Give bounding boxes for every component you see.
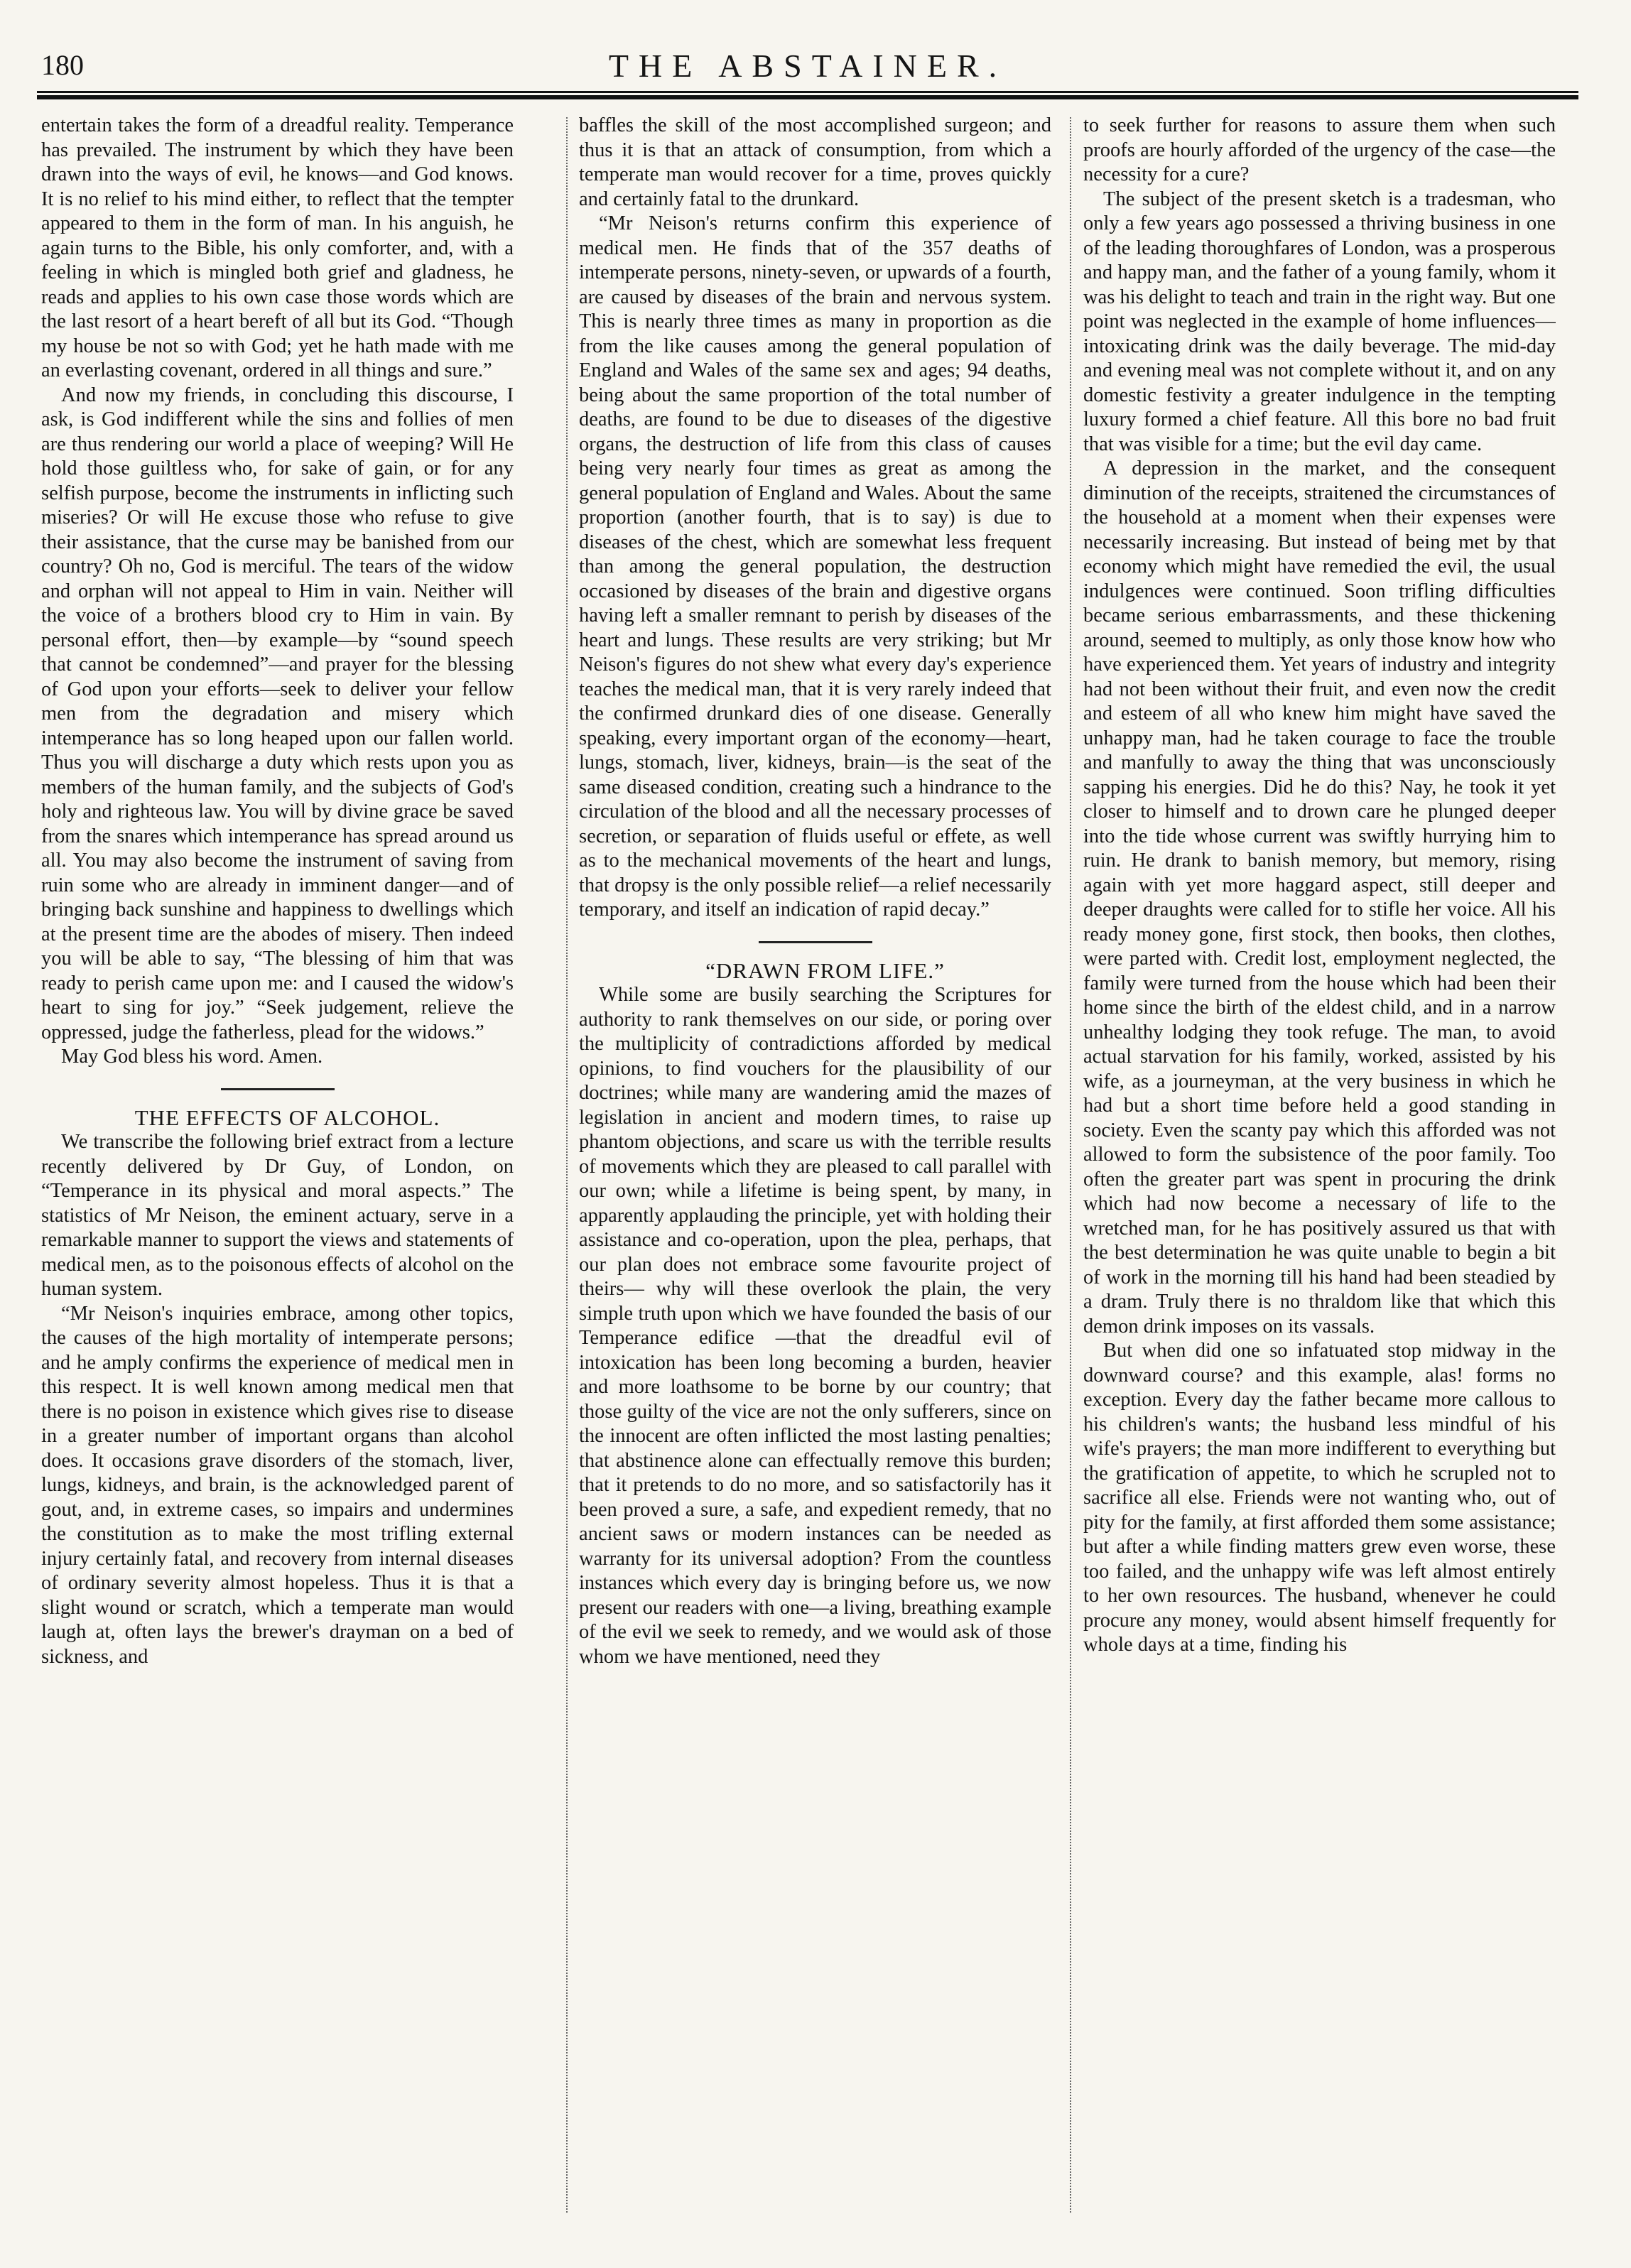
column-separator — [566, 117, 568, 2213]
paragraph: “Mr Neison's returns confirm this experience of medical men. He finds that of the 357 deaths of intemperate persons, ninety-seven, or upwards of a fourth, are caused by diseases of the brain and nervous system. This is nearly three times as many in proportion as die from the like causes among the general population of England and Wales of the same sex and ages; 94 deaths, being about the same proportion of the total number of deaths, are found to be due to diseases of the digestive organs, the destruction of life from this class of causes being very nearly four times as great as among the general population of England and Wales. About the same proportion (another fourth, that is to say) is due to diseases of the chest, which are somewhat less frequent than among the general population, the destruction occasioned by diseases of the brain and digestive organs having left a smaller remnant to perish by diseases of the heart and lungs. These results are very striking; but Mr Neison's figures do not shew what every day's experience teaches the medical man, that it is very rarely indeed that the confirmed drunkard dies of one disease. Generally speaking, every important organ of the economy—heart, lungs, stomach, liver, kidneys, brain—is the seat of the same diseased condition, creating such a hindrance to the circulation of the blood and all the necessary processes of secretion, or separation of fluids useful or effete, as well as to the mechanical movements of the heart and lungs, that dropsy is the only possible relief—a relief necessarily temporary, and itself an indication of rapid decay.” — [579, 212, 1051, 921]
column-left — [41, 114, 514, 2216]
column-right — [1083, 114, 1556, 2216]
paragraph: A depression in the market, and the consequent diminution of the receipts, straitened the circumstances of the household at a moment when their expenses were necessarily increasing. But instead of being met by that economy which might have remedied the evil, the usual indulgences were continued. Soon trifling difficulties became serious embarrassments, and these thickening around, seemed to multiply, as only those know how who have experienced them. Yet years of industry and integrity had not been without their fruit, and even now the credit and esteem of all who knew him might have saved the unhappy man, had he taken courage to face the trouble and manfully to away the thing that was unconsciously sapping his energies. Did he do this? Nay, he took it yet closer to himself and to drown care he plunged deeper into the tide whose current was swiftly hurrying him to ruin. He drank to banish memory, but memory, rising again with yet more haggard aspect, still deeper and deeper draughts were called for to stifle her voice. All his ready money gone, first stock, then books, then clothes, were parted with. Credit lost, employment neglected, the family were turned from the house which had been their home since the birth of the eldest child, and in a narrow unhealthy lodging they took refuge. The man, to avoid actual starvation for his family, worked, assisted by his wife, as a journeyman, at the very business in which he had but a short time before held a good standing in society. Even the scanty pay which this afforded was not allowed to form the subsistence of the poor family. Too often the greater part was spent in procuring the drink which had now become a necessary of life to the wretched man, for he has positively assured us that with the best determination he was quite unable to begin a bit of work in the morning till his hand had been steadied by a dram. Truly there is no thraldom like that which this demon drink imposes on its vassals. — [1083, 457, 1556, 1338]
paragraph: “Mr Neison's inquiries embrace, among other topics, the causes of the high mortality of intemperate persons; and he amply confirms the experience of medical men in this respect. It is well known among medical men that there is no poison in existence which gives rise to disease in a greater number of important organs than alcohol does. It occasions grave disorders of the stomach, liver, lungs, kidneys, and brain, is the acknowledged parent of gout, and, in extreme cases, so impairs and undermines the constitution as to make the most trifling external injury certainly fatal, and recovery from internal diseases of ordinary severity almost hopeless. Thus it is that a slight wound or scratch, which a temperate man would laugh at, often lays the brewer's drayman on a bed of sickness, and — [41, 1302, 514, 1668]
page-number: 180 — [41, 49, 84, 81]
paragraph: The subject of the present sketch is a tradesman, who only a few years ago possessed a thriving business in one of the leading thoroughfares of London, was a prosperous and happy man, and the father of a young family, whom it was his delight to teach and train in the right way. But one point was neglected in the example of home influences—intoxicating drink was the daily beverage. The mid-day and evening meal was not complete without it, and on any domestic festivity a greater indulgence in the tempting luxury formed a chief feature. All this bore no bad fruit that was visible for a time; but the evil day came. — [1083, 188, 1556, 455]
section-rule — [221, 1088, 335, 1090]
paragraph: But when did one so infatuated stop midway in the downward course? and this example, alas! forms no exception. Every day the father became more callous to his children's wants; the husband less mindful of his wife's prayers; the man more indifferent to everything but the gratification of appetite, to which he scrupled not to sacrifice all else. Friends were not wanting who, out of pity for the family, at first afforded them some assistance; but after a while finding matters grew even worse, these too failed, and the unhappy wife was left almost entirely to her own resources. The husband, whenever he could procure any money, would absent himself frequently for whole days at a time, finding his — [1083, 1340, 1556, 1656]
paragraph: And now my friends, in concluding this discourse, I ask, is God indifferent while the sins and follies of men are thus rendering our world a place of weeping? Will He hold those guiltless who, for sake of gain, or for any selfish purpose, become the instruments in inflicting such miseries? Or will He excuse those who refuse to give their assistance, that the curse may be banished from our country? Oh no, God is merciful. The tears of the widow and orphan will not appeal to Him in vain. Neither will the voice of a brothers blood cry to Him in vain. By personal effort, then—by example—by “sound speech that cannot be condemned”—and prayer for the blessing of God upon your efforts—seek to deliver your fellow men from the degradation and misery which intemperance has so long heaped upon our fallen world. Thus you will discharge a duty which rests upon you as members of the human family, and the subjects of God's holy and righteous law. You will by divine grace be saved from the snares which intemperance has spread around us all. You may also become the instrument of saving from ruin some who are already in imminent danger—and of bringing back sunshine and happiness to dwellings which at the present time are the abodes of misery. Then indeed you will be able to say, “The blessing of him that was ready to perish came upon me: and I caused the widow's heart to sing for joy.” “Seek judgement, relieve the oppressed, judge the fatherless, plead for the widows.” — [41, 384, 514, 1043]
article-heading-effects-of-alcohol: THE EFFECTS OF ALCOHOL. — [134, 1105, 440, 1130]
header-rule — [37, 91, 1578, 99]
paragraph: to seek further for reasons to assure them when such proofs are hourly afforded of the urgency of the case—the necessity for a cure? — [1083, 114, 1556, 185]
signoff: May God bless his word. Amen. — [61, 1046, 323, 1068]
paragraph: baffles the skill of the most accomplished surgeon; and thus it is that an attack of consumption, from which a temperate man would recover for a time, proves quickly and certainly fatal to the drunkard. — [579, 114, 1051, 210]
section-rule — [759, 941, 872, 943]
paragraph: We transcribe the following brief extract from a lecture recently delivered by Dr Guy, of London, on “Temperance in its physical and moral aspects.” The statistics of Mr Neison, the eminent actuary, serve in a remarkable manner to support the views and statements of medical men, as to the poisonous effects of alcohol on the human system. — [41, 1131, 514, 1300]
column-separator — [1070, 117, 1071, 2213]
paragraph: entertain takes the form of a dreadful reality. Temperance has prevailed. The instrument by which they have been drawn into the ways of evil, he knows—and God knows. It is no relief to his mind either, to reflect that the tempter appeared to them in the form of man. In his anguish, he again turns to the Bible, his only comforter, and, with a feeling in which is mingled both grief and gladness, he reads and applies to his own case those words which are the last resort of a heart bereft of all but its God. “Though my house be not so with God; yet he hath made with me an everlasting covenant, ordered in all things and sure.” — [41, 114, 514, 381]
running-title: THE ABSTAINER. — [608, 48, 1007, 84]
column-middle — [579, 114, 1051, 2216]
page-header — [37, 44, 1578, 94]
article-heading-drawn-from-life: “DRAWN FROM LIFE.” — [705, 957, 945, 983]
paragraph: While some are busily searching the Scriptures for authority to rank themselves on our side, or poring over the multiplicity of contradictions afforded by medical opinions, to find vouchers for the plausibility of our doctrines; while many are wandering amid the mazes of legislation in ancient and modern times, to raise up phantom objections, and scare us with the terrible results of movements which they are pleased to call parallel with our own; while a lifetime is being spent, by many, in apparently applauding the principle, yet with holding their assistance and co-operation, upon the plea, perhaps, that our plan does not embrace some favourite project of theirs— why will these overlook the plain, the very simple truth upon which we have founded the basis of our Temperance edifice —that the dreadful evil of intoxication has been long becoming a burden, heavier and more loathsome to be borne by our country; that those guilty of the vice are not the only sufferers, since on the innocent are often inflicted the most lasting penalties; that abstinence alone can effectually remove this burden; that it pretends to do no more, and so satisfactorily has it been proved a sure, a safe, and expedient remedy, that no ancient saws or modern instances can be needed as warranty for its universal adoption? From the countless instances which every day is bringing before us, we now present our readers with one—a living, breathing example of the evil we seek to remedy, and we would ask of those whom we have mentioned, need they — [579, 984, 1051, 1668]
